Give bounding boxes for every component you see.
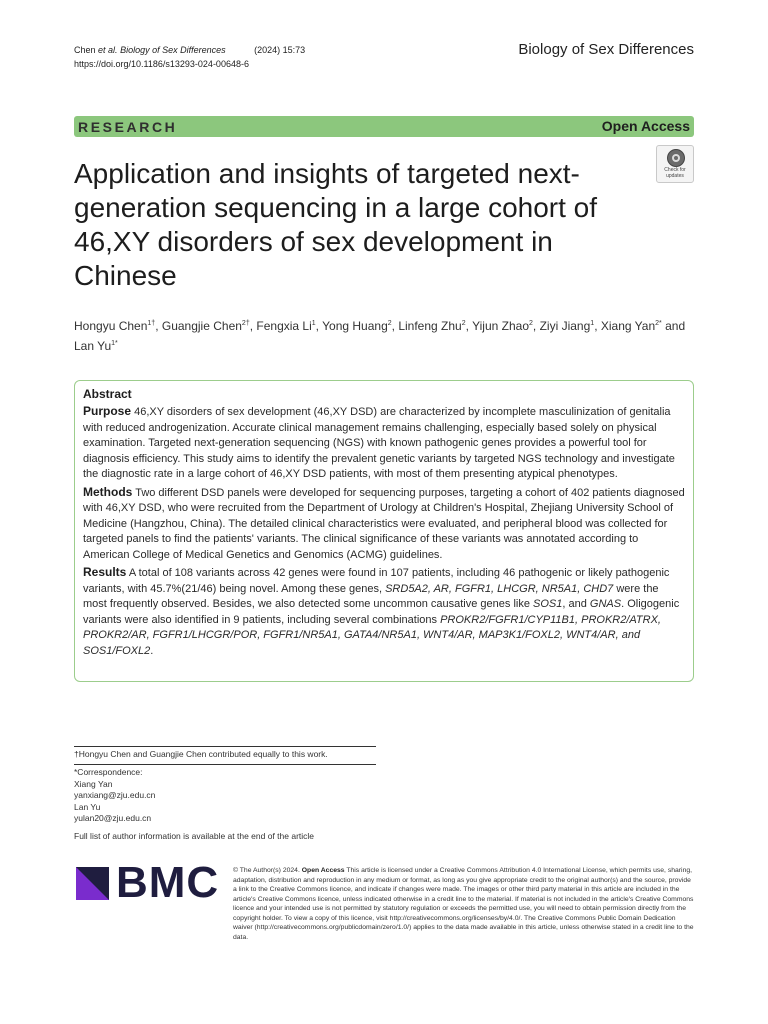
bmc-logo-text: BMC	[116, 858, 220, 907]
purpose-text: 46,XY disorders of sex development (46,XY DSD) are characterized by incomplete masculinization of genitalia with reduced androgenization. Accurate clinical management remains challenging, especially based solely on physical examination. Targeted next-generation sequencing (NGS) with known pathogenic genes provides a powerful tool for diagnosis efficiency. This study aims to identify the prevalent genetic variants by targeted NGS technology and investigate the diagnostic rate in a large cohort of 46,XY DSD patients, with most of them presenting atypical phenotypes.	[83, 406, 675, 480]
bmc-logo-triangle	[76, 867, 109, 900]
license-text-2: . The Creative Commons Public Domain Dedication waiver (	[233, 914, 676, 931]
author-4: Yong Huang$^2$	[322, 319, 392, 333]
badge-line-2: updates	[666, 173, 684, 179]
footnote-divider-top	[74, 746, 376, 747]
footnote-divider	[74, 764, 376, 765]
author-list: Hongyu Chen$^{1\dagger}$, Guangjie Chen$^{2\dagger}$, Fengxia Li$^1$, Yong Huang$^2$, Linfeng Zhu$^2$, Yijun Zhao$^2$, Ziyi Jiang$^1$, Xiang Yan$^{2*}$ and Lan $Yu^{1*}$	[74, 319, 686, 353]
journal-name: Biology of Sex Differences	[518, 41, 694, 58]
results-label: Results	[83, 565, 127, 579]
correspondence-email-1[interactable]: yanxiang@zju.edu.cn	[74, 790, 156, 800]
license-link-cc0[interactable]: http://creativecommons.org/publicdomain/zero/1.0/	[256, 924, 410, 931]
author-1: Hongyu Chen$^{1\dagger}$	[74, 319, 156, 333]
header-et-al: et al.	[98, 45, 118, 55]
results-text-d: . Oligogenic variants were also identified in 9 patients, including several combinations	[83, 598, 680, 626]
results-gene-gnas: GNAS	[589, 598, 622, 610]
doi-link[interactable]: https://doi.org/10.1186/s13293-024-00648-6	[74, 59, 249, 69]
running-header	[74, 43, 305, 71]
license-text-3: ) applies to the data made available in this article, unless otherwise stated in a credit line to the data.	[233, 924, 694, 941]
full-author-info-note: Full list of author information is available at the end of the article	[74, 831, 315, 841]
correspondence-email-2[interactable]: yulan20@zju.edu.cn	[74, 813, 152, 823]
license-copyright: © The Author(s) 2024.	[233, 867, 300, 874]
license-open-access: Open Access	[301, 867, 345, 874]
citation-line	[74, 43, 305, 57]
author-9: Lan $Yu^{1*}$	[74, 339, 118, 353]
results-genes-2: PROKR2/FGFR1/CYP11B1, PROKR2/ATRX, PROKR2/AR, FGFR1/LHCGR/POR, FGFR1/NR5A1, GATA4/NR5A1, WNT4/AR, MAP3K1/FOXL2, WNT4/AR, and SOS1/FOXL2	[83, 613, 661, 657]
equal-contribution-note: †Hongyu Chen and Guangjie Chen contributed equally to this work.	[74, 749, 328, 759]
article-type-label: RESEARCH	[78, 119, 178, 135]
header-author: Chen	[74, 45, 96, 55]
check-for-updates-button[interactable]	[656, 145, 694, 183]
methods-label: Methods	[83, 484, 133, 499]
author-6: Yijun Zhao$^2$	[472, 319, 533, 333]
author-5: Linfeng Zhu$^2$	[398, 319, 466, 333]
license-link-cc-by[interactable]: http://creativecommons.org/licenses/by/4.0/	[389, 914, 521, 922]
results-text-e: .	[150, 644, 154, 657]
header-year-volume: (2024) 15:73	[254, 45, 306, 55]
abstract-methods	[83, 485, 685, 564]
check-for-updates-text	[657, 167, 693, 179]
license-statement	[233, 866, 695, 942]
correspondence-label: *Correspondence:	[74, 767, 143, 777]
author-2: Guangjie Chen$^{2\dagger}$	[161, 319, 250, 333]
results-gene-sos1: SOS1	[533, 598, 563, 610]
article-title: Application and insights of targeted next-generation sequencing in a large cohort of 46,XY disorders of sex development in Chinese	[74, 158, 598, 291]
article-type-bar	[74, 116, 694, 137]
authors-and: and	[665, 319, 686, 333]
check-for-updates-icon	[667, 149, 685, 167]
correspondence-name-2: Lan Yu	[74, 801, 101, 812]
results-text-b: were the most frequently observed. Besides, we also detected some uncommon causative genes like	[83, 582, 659, 610]
abstract-purpose	[83, 404, 685, 483]
author-3: Fengxia Li$^1$	[256, 319, 316, 333]
methods-text: Two different DSD panels were developed for sequencing purposes, targeting a cohort of 402 patients diagnosed with 46,XY DSD, who were recruited from the Department of Urology at Children's Hospital, Zhejiang University School of Medicine (Hangzhou, China). The detailed clinical characteristics were evaluated, and peripheral blood was collected for targeted panels to find the patients' variants. The clinical significance of these variants was annotated according to American College of Medical Genetics and Genomics (ACMG) guidelines.	[83, 486, 685, 561]
results-text-c: , and	[562, 598, 587, 610]
author-7: Ziyi Jiang$^1$	[539, 319, 595, 333]
correspondence-block	[74, 767, 155, 825]
correspondence-name-1: Xiang Yan	[74, 778, 113, 789]
open-access-label: Open Access	[601, 118, 690, 134]
author-8: Xiang Yan$^{2*}$	[600, 319, 662, 333]
license-text-1: This article is licensed under a Creative Commons Attribution 4.0 International License, which permits use, sharing, adaptation, distribution and reproduction in any medium or format, as long as you give appropriate credit to the original author(s) and the source, provide a link to the Creative Commons licence, and indicate if changes were made. The images or other third party material in this article are included in the article's Creative Commons licence, unless indicated otherwise in a credit line to the material. If material is not included in the article's Creative Commons licence and your intended use is not permitted by statutory regulation or exceeds the permitted use, you will need to obtain permission directly from the copyright holder. To view a copy of this licence, visit	[233, 867, 694, 922]
abstract-box	[74, 380, 694, 682]
abstract-results	[83, 565, 685, 659]
results-text-a: A total of 108 variants across 42 genes were found in 107 patients, including 46 pathogenic or likely pathogenic variants, with 45.7%(21/46) being novel. Among these genes,	[83, 567, 670, 595]
abstract-heading: Abstract	[83, 387, 132, 401]
results-genes-1: SRD5A2, AR, FGFR1, LHCGR, NR5A1, CHD7	[385, 582, 614, 595]
purpose-label: Purpose	[83, 404, 132, 418]
header-journal-inline: Biology of Sex Differences	[120, 45, 226, 55]
badge-line-1: Check for	[664, 167, 686, 173]
